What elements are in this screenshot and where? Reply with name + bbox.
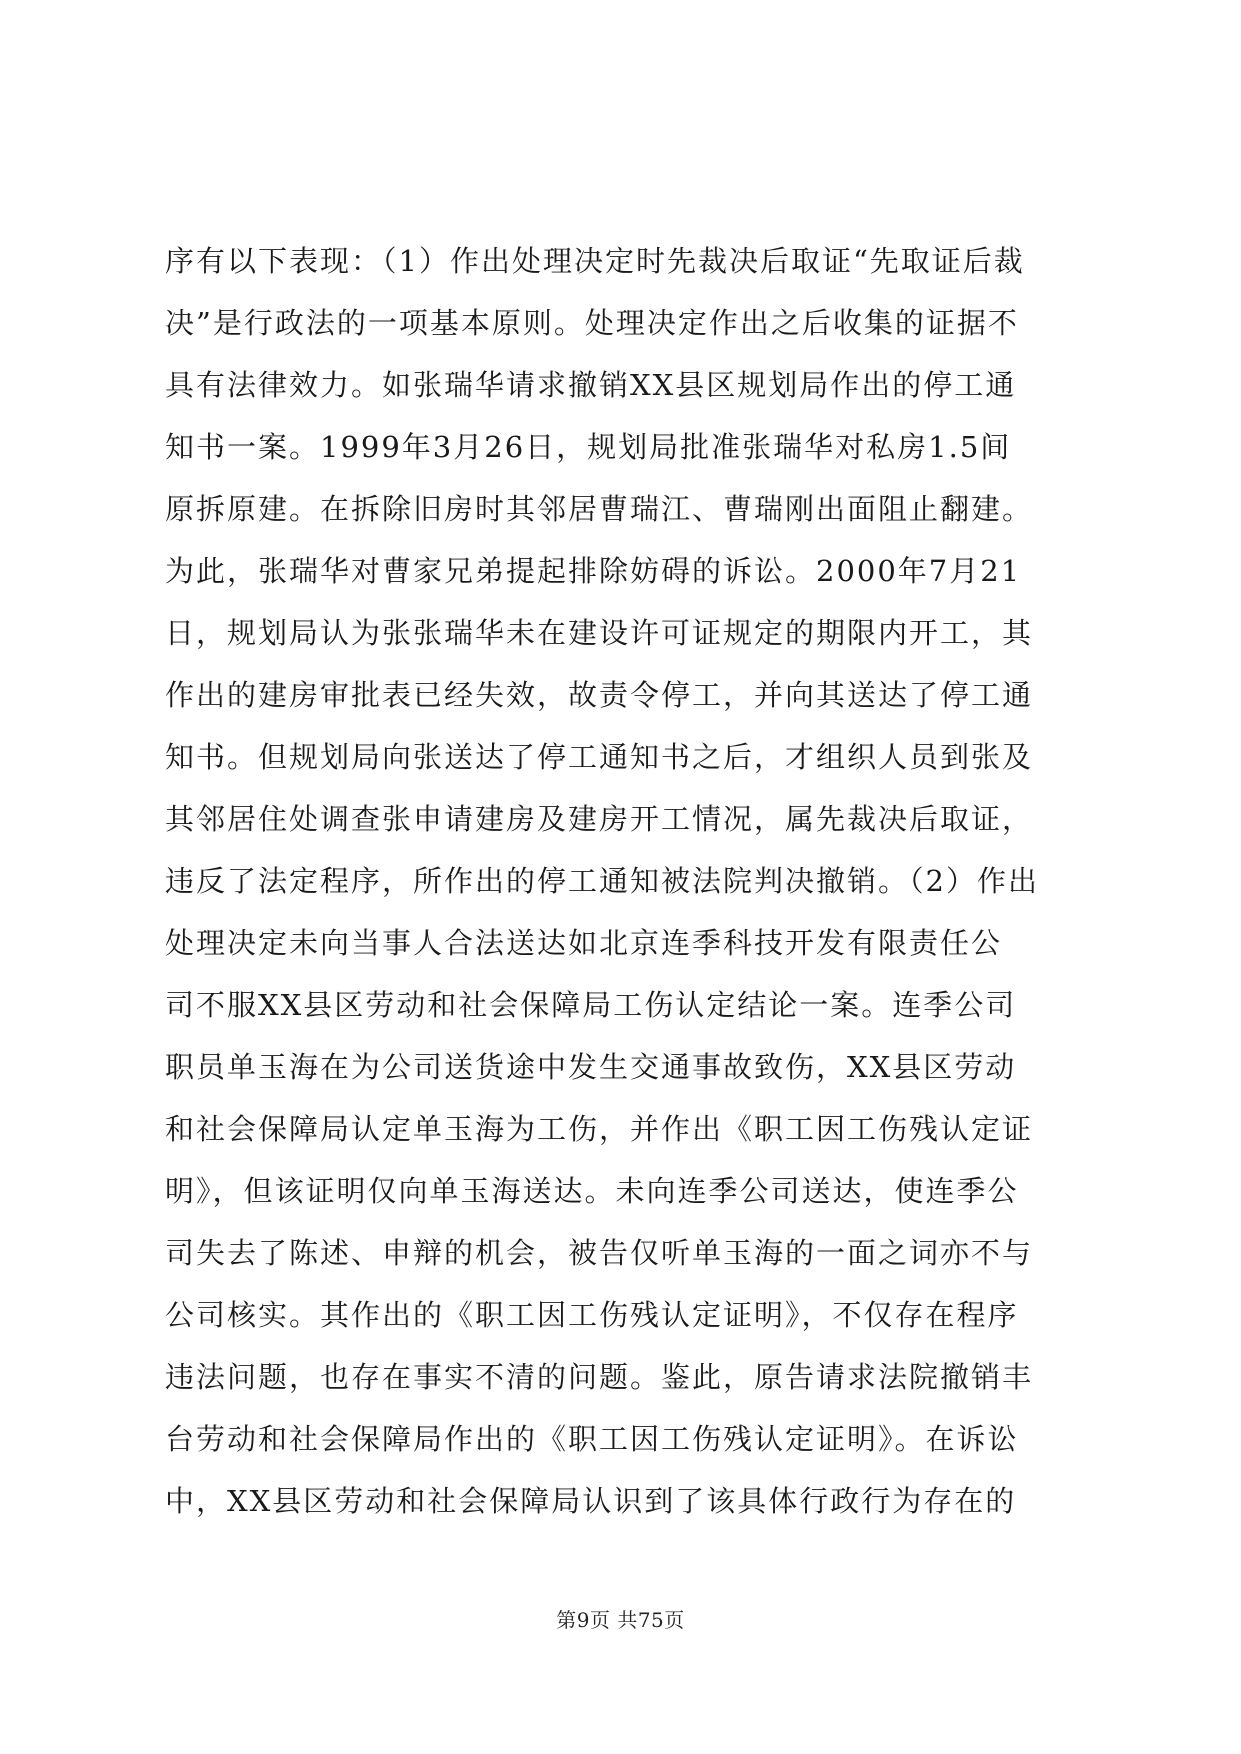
text-line: 决”是行政法的一项基本原则。处理决定作出之后收集的证据不 bbox=[165, 306, 1019, 340]
text-line: 明》，但该证明仅向单玉海送达。未向连季公司送达，使连季公 bbox=[165, 1174, 1019, 1208]
text-line: 原拆原建。在拆除旧房时其邻居曹瑞江、曹瑞刚出面阻止翻建。 bbox=[165, 492, 1034, 526]
text-line: 司失去了陈述、申辩的机会，被告仅听单玉海的一面之词亦不与 bbox=[165, 1236, 1034, 1270]
text-line: 作出的建房审批表已经失效，故责令停工，并向其送达了停工通 bbox=[165, 678, 1034, 712]
text-line: 序有以下表现：（1）作出处理决定时先裁决后取证“先取证后裁 bbox=[165, 244, 1025, 278]
text-line: 中，XX县区劳动和社会保障局认识到了该具体行政行为存在的 bbox=[165, 1484, 1017, 1518]
text-line: 台劳动和社会保障局作出的《职工因工伤残认定证明》。在诉讼 bbox=[165, 1422, 1019, 1456]
text-line: 和社会保障局认定单玉海为工伤，并作出《职工因工伤残认定证 bbox=[165, 1112, 1034, 1146]
text-line: 具有法律效力。如张瑞华请求撤销XX县区规划局作出的停工通 bbox=[165, 368, 1017, 402]
text-line: 知书一案。1999年3月26日，规划局批准张瑞华对私房1.5间 bbox=[165, 430, 1012, 464]
text-line: 职员单玉海在为公司送货途中发生交通事故致伤，XX县区劳动 bbox=[165, 1050, 1017, 1084]
text-line: 司不服XX县区劳动和社会保障局工伤认定结论一案。连季公司 bbox=[165, 988, 1017, 1022]
text-line: 违反了法定程序，所作出的停工通知被法院判决撤销。（2）作出 bbox=[165, 864, 1039, 898]
text-line: 公司核实。其作出的《职工因工伤残认定证明》，不仅存在程序 bbox=[165, 1298, 1019, 1332]
body-text bbox=[165, 230, 1085, 1532]
text-line: 为此，张瑞华对曹家兄弟提起排除妨碍的诉讼。2000年7月21 bbox=[165, 554, 1022, 588]
text-line: 知书。但规划局向张送达了停工通知书之后，才组织人员到张及 bbox=[165, 740, 1034, 774]
text-line: 处理决定未向当事人合法送达如北京连季科技开发有限责任公 bbox=[165, 926, 1003, 960]
text-line: 日，规划局认为张张瑞华未在建设许可证规定的期限内开工，其 bbox=[165, 616, 1034, 650]
text-line: 其邻居住处调查张申请建房及建房开工情况，属先裁决后取证， bbox=[165, 802, 1034, 836]
page-number-footer: 第9页 共75页 bbox=[556, 1608, 685, 1632]
text-line: 违法问题，也存在事实不清的问题。鉴此，原告请求法院撤销丰 bbox=[165, 1360, 1034, 1394]
